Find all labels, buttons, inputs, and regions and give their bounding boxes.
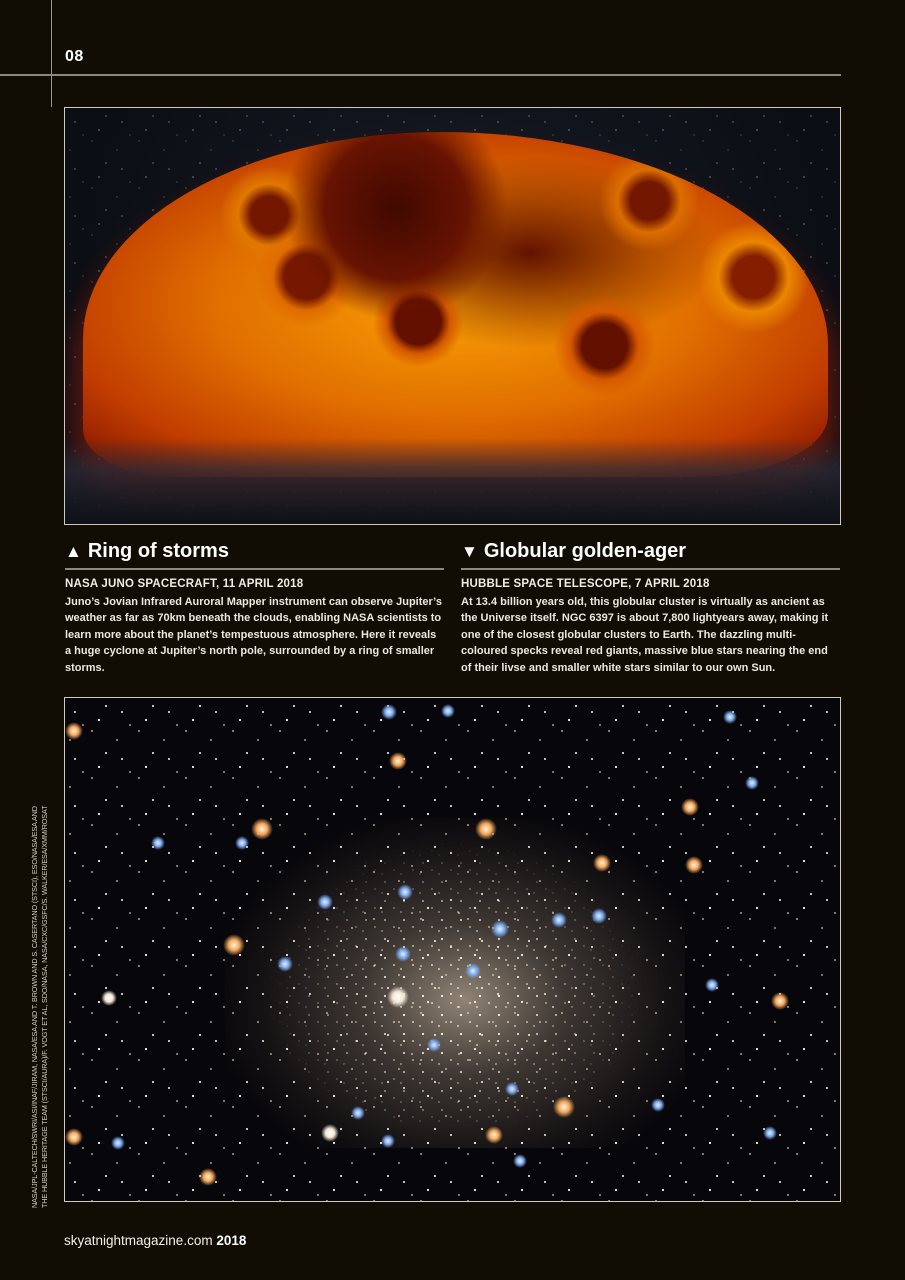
globular-cluster-photo	[64, 697, 841, 1202]
article-title	[65, 538, 445, 565]
orange-star	[199, 1168, 217, 1186]
blue-star	[111, 1136, 125, 1150]
blue-star	[513, 1154, 527, 1168]
photo-credits	[30, 768, 49, 1208]
header-rule	[0, 74, 841, 76]
blue-star	[491, 920, 509, 938]
article-globular-golden-ager	[461, 538, 841, 676]
orange-star	[685, 856, 703, 874]
orange-star	[553, 1096, 575, 1118]
jupiter-photo	[64, 107, 841, 525]
blue-star	[381, 1134, 395, 1148]
article-body: Juno’s Jovian Infrared Auroral Mapper instrument can observe Jupiter’s weather as far as 70km beneath the clouds, enabling NASA scientists to learn more about the planet’s tempestuous atmosphere. Here it reveals a huge cyclone at Jupiter’s north pole, surrounded by a ring of smaller storms.	[65, 595, 442, 674]
orange-star	[485, 1126, 503, 1144]
blue-star	[381, 704, 397, 720]
credit-line: NASA/JPL-CALTECH/SWRI/ASI/INAF/JIRAM, NASA/ESA AND T. BROWN AND S. CASERTANO (STSCI), ESO/NASA/ESA AND	[30, 806, 39, 1208]
article-title	[461, 538, 841, 565]
blue-star	[705, 978, 719, 992]
blue-star	[395, 946, 411, 962]
article-title-text: Ring of storms	[87, 540, 229, 562]
blue-star	[351, 1106, 365, 1120]
blue-star	[591, 908, 607, 924]
footer-site: skyatnightmagazine.com	[64, 1233, 213, 1248]
blue-star	[277, 956, 293, 972]
footer	[64, 1233, 246, 1248]
margin-vertical-rule	[51, 0, 52, 107]
article-source: HUBBLE SPACE TELESCOPE, 7 APRIL 2018	[461, 577, 710, 590]
white-star	[387, 986, 409, 1008]
page-number: 08	[65, 48, 84, 65]
article-source: NASA JUNO SPACECRAFT, 11 APRIL 2018	[65, 577, 304, 590]
orange-star	[681, 798, 699, 816]
atmosphere-haze	[65, 438, 840, 525]
blue-star	[551, 912, 567, 928]
orange-star	[65, 722, 83, 740]
article-ring-of-storms	[65, 538, 445, 676]
orange-star	[389, 752, 407, 770]
white-star	[101, 990, 117, 1006]
cluster-dense-stars	[265, 838, 645, 1128]
blue-star	[317, 894, 333, 910]
blue-star	[651, 1098, 665, 1112]
title-rule	[461, 568, 840, 570]
blue-star	[505, 1082, 519, 1096]
triangle-down-icon: ▼	[461, 542, 478, 561]
orange-star	[475, 818, 497, 840]
blue-star	[441, 704, 455, 718]
article-title-text: Globular golden-ager	[483, 540, 687, 562]
blue-star	[465, 963, 481, 979]
credit-line: THE HUBBLE HERITAGE TEAM (STSCI/AURA)/F. VOGT ET AL, SDO/NASA, NASA/CXC/GSFC/S. WALKER/ESA/XMM/ROSAT	[39, 805, 49, 1208]
blue-star	[427, 1038, 441, 1052]
triangle-up-icon: ▲	[65, 542, 82, 561]
orange-star	[65, 1128, 83, 1146]
blue-star	[763, 1126, 777, 1140]
blue-star	[151, 836, 165, 850]
orange-star	[771, 992, 789, 1010]
article-body: At 13.4 billion years old, this globular cluster is virtually as ancient as the Universe itself. NGC 6397 is about 7,800 lightyears away, making it one of the closest globular clusters to Earth. The dazzling multi-coloured specks reveal red giants, massive blue stars nearing the end of their livse and smaller white stars similar to our own Sun.	[461, 595, 829, 674]
orange-star	[593, 854, 611, 872]
footer-year: 2018	[216, 1233, 247, 1248]
orange-star	[251, 818, 273, 840]
blue-star	[235, 836, 249, 850]
white-star	[321, 1124, 339, 1142]
blue-star	[745, 776, 759, 790]
blue-star	[723, 710, 737, 724]
orange-star	[223, 934, 245, 956]
title-rule	[65, 568, 444, 570]
blue-star	[397, 884, 413, 900]
